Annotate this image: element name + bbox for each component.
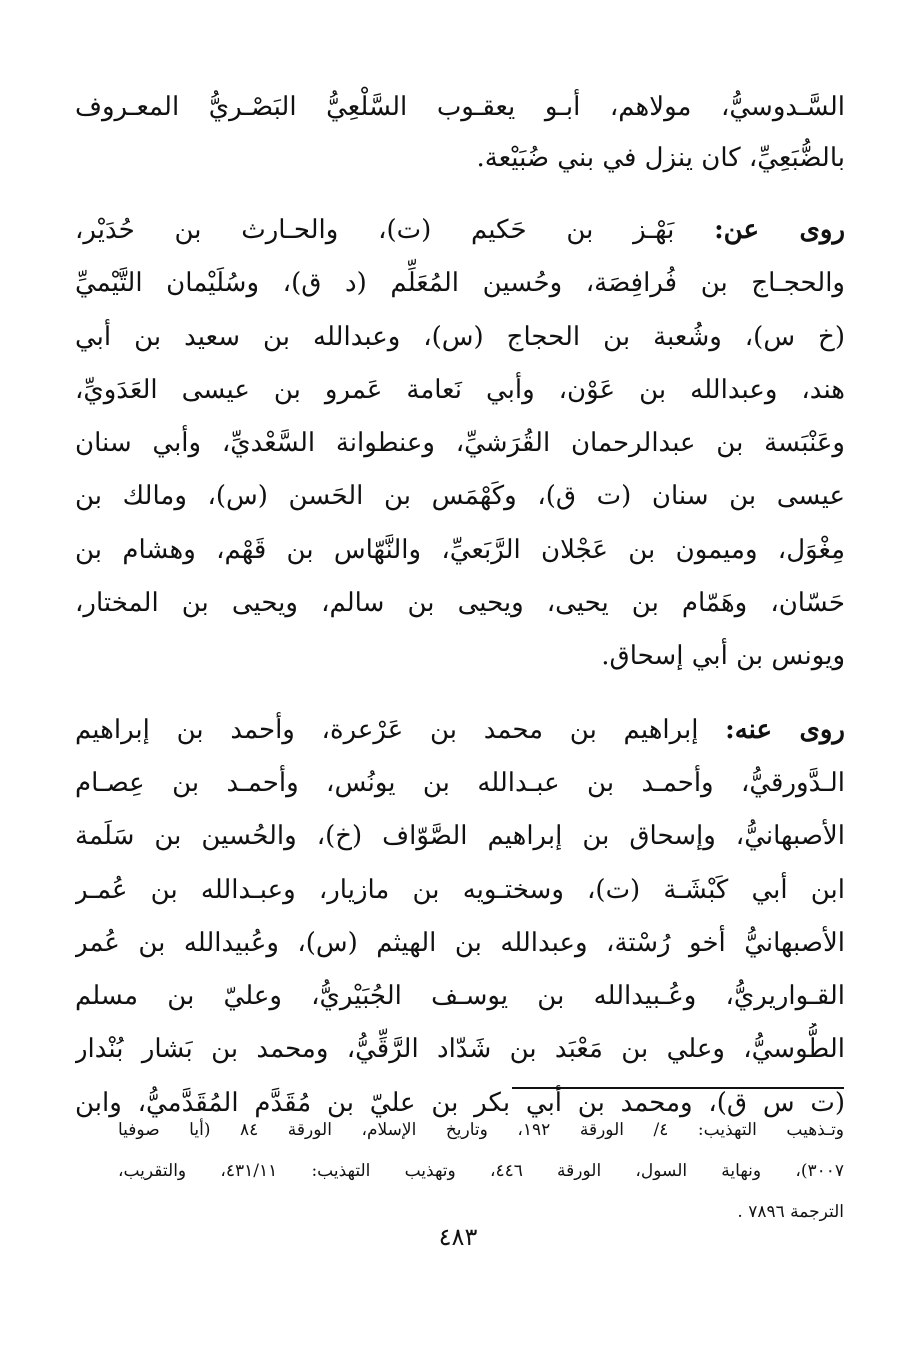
text-line: ويونس بن أبي إسحاق. [601,641,845,672]
text-line: والحجـاج بن فُرافِصَة، وحُسين المُعَلِّم (د ق)، وسُلَيْمان التَّيْميِّ [75,268,845,299]
narrated-from-paragraph [75,204,845,684]
text-line: مِغْوَل، وميمون بن عَجْلان الرَّبَعيِّ، والنَّهّاس بن قَهْم، وهشام بن [75,534,845,565]
main-text [75,82,845,1150]
text-line: وعَنْبَسة بن عبدالرحمان القُرَشيِّ، وعنطوانة السَّعْديِّ، وأبي سنان [75,428,845,459]
text-line: ابن أبي كَبْشَـة (ت)، وسختـويه بن مازيار، وعبـدالله بن عُمـر [75,874,845,905]
footnote-line: وتـذهيب التهذيب: ٤/ الورقة ١٩٢، وتاريخ الإسلام، الورقة ٨٤ (أيا صوفيا [118,1120,844,1140]
footnote-line: الترجمة ٧٨٩٦ . [737,1202,844,1222]
text-line: (خ س)، وشُعبة بن الحجاج (س)، وعبدالله بن سعيد بن أبي [75,321,845,352]
text-line: حَسّان، وهَمّام بن يحيى، ويحيى بن سالم، ويحيى بن المختار، [75,588,845,619]
narrated-by-paragraph [75,704,845,1130]
text-segment: إبراهيم بن محمد بن عَرْعرة، وأحمد بن إبراهيم [75,714,726,745]
text-line: القـواريريُّ، وعُـبيدالله بن يوسـف الجُبَيْريُّ، وعليّ بن مسلم [75,981,845,1012]
text-line: (ت س ق)، ومحمد بن أبي بكر بن عليّ بن مُقَدَّم المُقَدَّميُّ، وابن [75,1087,845,1118]
text-line [75,704,845,757]
text-line: السَّـدوسيُّ، مولاهم، أبـو يعقـوب السَّلْعِيُّ البَصْـريُّ المعـروف [75,92,845,122]
text-line: هند، وعبدالله بن عَوْن، وأبي نَعامة عَمرو بن عيسى العَدَويِّ، [75,374,845,405]
text-line: الأصبهانيُّ، وإسحاق بن إبراهيم الصَّوّاف (خ)، والحُسين بن سَلَمة [75,821,845,852]
intro-paragraph [75,82,845,184]
text-segment: بَهْـز بن حَكيم (ت)، والحـارث بن حُدَيْر، [75,215,715,245]
text-line: الطُّوسيُّ، وعلي بن مَعْبَد بن شَدّاد الرَّقِّيُّ، ومحمد بن بَشار بُنْدار [75,1034,845,1065]
paragraph-lead: روى عنه: [725,714,845,745]
paragraph-lead: روى عن: [714,215,845,245]
footnote-divider [512,1087,844,1089]
footnote-line: ٣٠٠٧)، ونهاية السول، الورقة ٤٤٦، وتهذيب التهذيب: ٤٣١/١١، والتقريب، [118,1161,844,1181]
text-line: الأصبهانيُّ أخو رُسْتة، وعبدالله بن الهيثم (س)، وعُبيدالله بن عُمر [75,927,845,958]
text-line: الـدَّورقيُّ، وأحمـد بن عبـدالله بن يونُس، وأحمـد بن عِصـام [75,767,845,798]
text-line: عيسى بن سنان (ت ق)، وكَهْمَس بن الحَسن (س)، ومالك بن [75,481,845,512]
text-line: بالضُّبَعِيِّ، كان ينزل في بني ضُبَيْعة. [476,143,845,173]
page-number: ٤٨٣ [438,1223,478,1251]
footnote [118,1110,844,1233]
text-line [75,204,845,257]
